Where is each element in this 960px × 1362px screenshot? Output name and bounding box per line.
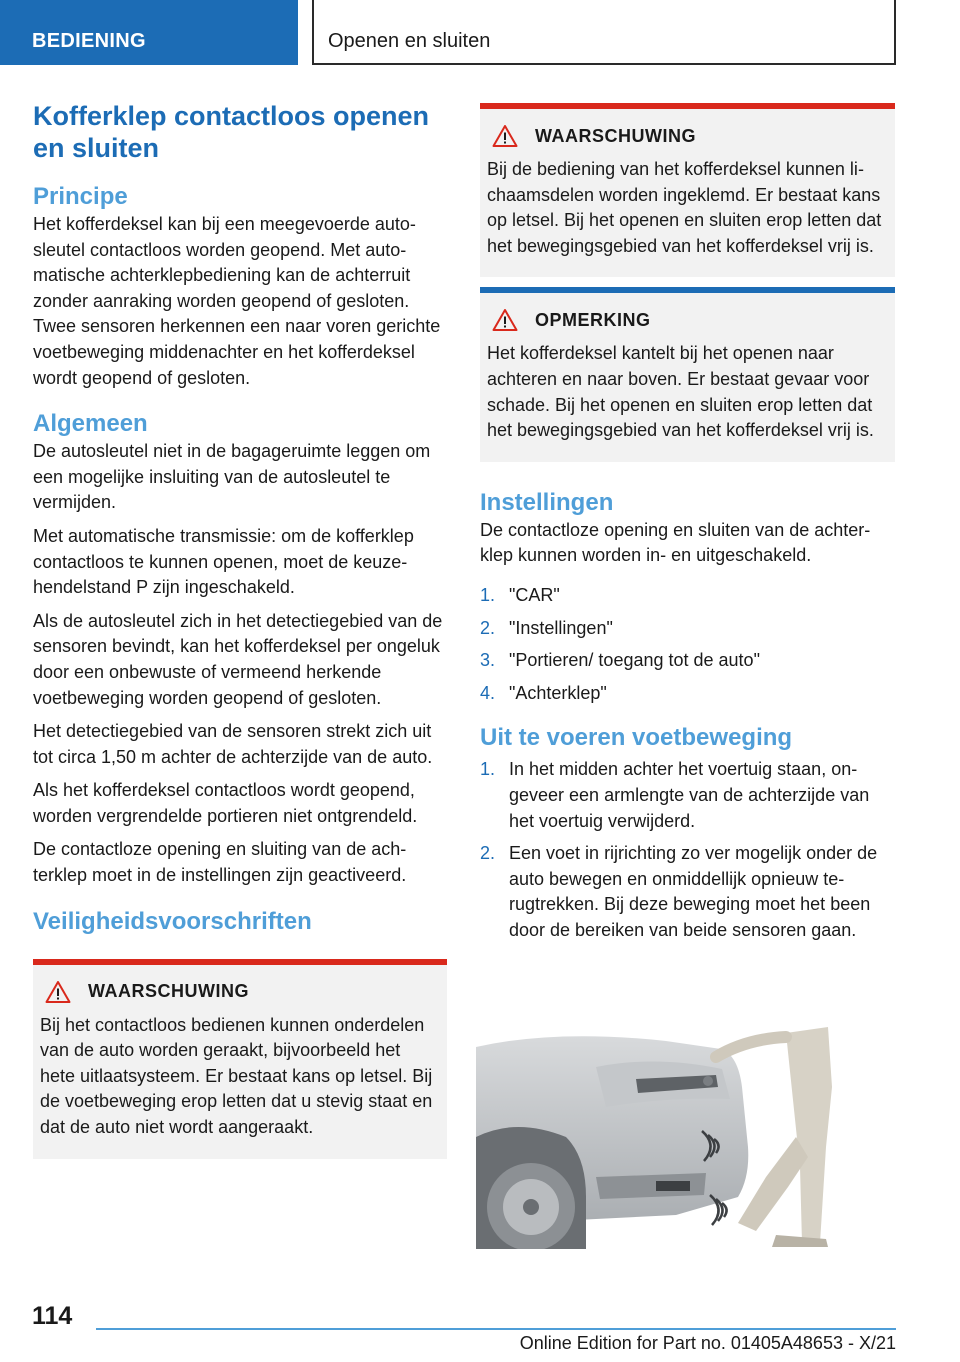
note-text: Het kofferdeksel kantelt bij het openen naar achteren en naar boven. Er bestaat gevaar voor schade. Bij het openen en sluiten erop letten dat het bewegingsgebied van het kofferdeksel vrij is. bbox=[487, 343, 874, 441]
warning-text: Bij de bediening van het kofferdeksel kunnen lichaamsdelen worden ingeklemd. Er bestaat kans op letsel. Bij het openen en sluiten erop letten dat het bewegingsgebied van het kofferdeksel vrij is. bbox=[487, 159, 882, 256]
list-item bbox=[480, 616, 895, 642]
settings-text: De contactloze opening en sluiten van de achterklep kunnen worden in- en uitgeschakeld. bbox=[480, 519, 871, 566]
edition-footer: Online Edition for Part no. 01405A48653 - X/21 bbox=[519, 1333, 896, 1353]
motion-heading: Uit te voeren voetbeweging bbox=[480, 724, 793, 752]
general-paragraph: De autosleutel niet in de bagageruimte leggen om een mogelijke insluiting van de autosleutel te vermijden. bbox=[33, 441, 431, 513]
step-number: 2. bbox=[480, 843, 496, 864]
chapter-title: Openen en sluiten bbox=[312, 0, 896, 65]
list-item bbox=[480, 841, 895, 943]
principle-heading: Principe bbox=[33, 183, 128, 210]
left-column bbox=[33, 100, 447, 1159]
settings-steps bbox=[480, 583, 895, 706]
general-paragraph: Als het kofferdeksel contactloos wordt geopend, worden vergrendelde portieren niet ontgrendeld. bbox=[33, 780, 418, 826]
step-text: In het midden achter het voertuig staan, ongeveer een armlengte van de achterzijde van het voertuig verwijderd. bbox=[509, 759, 870, 831]
step-text: "Instellingen" bbox=[509, 617, 613, 638]
warning-triangle-icon bbox=[45, 980, 71, 1004]
settings-heading: Instellingen bbox=[480, 488, 614, 516]
page-number: 114 bbox=[32, 1302, 73, 1330]
note-box bbox=[480, 287, 895, 461]
list-item bbox=[480, 681, 895, 707]
general-paragraph: Als de autosleutel zich in het detectiegebied van de sensoren bevindt, kan het kofferdeksel per ongeluk door een onbewuste of vermeend herkende voetbeweging worden geopend of gesloten. bbox=[33, 610, 443, 708]
list-item bbox=[480, 648, 895, 674]
list-item bbox=[480, 757, 895, 834]
general-paragraph: De contactloze opening en sluiting van de achterklep moet in de instellingen zijn geactiveerd. bbox=[33, 839, 407, 886]
step-number: 4. bbox=[480, 682, 496, 703]
notice-triangle-icon bbox=[492, 308, 518, 332]
step-text: "CAR" bbox=[509, 584, 560, 605]
foot-gesture-illustration bbox=[476, 1027, 896, 1249]
warning-text: Bij het contactloos bedienen kunnen onderdelen van de auto worden geraakt, bijvoorbeeld het hete uitlaatsysteem. Er bestaat kans op letsel. Bij de voetbeweging erop letten dat u stevig staat en dat de auto niet wordt aangeraakt. bbox=[40, 1014, 433, 1138]
warning-title: WAARSCHUWING bbox=[535, 125, 696, 146]
general-heading: Algemeen bbox=[33, 410, 148, 438]
general-paragraph: Het detectiegebied van de sensoren strekt zich uit tot circa 1,50 m achter de achterzijde van de auto. bbox=[33, 721, 433, 767]
warning-box bbox=[480, 103, 895, 277]
motion-steps bbox=[480, 757, 895, 943]
step-number: 1. bbox=[480, 759, 496, 780]
warning-box bbox=[33, 959, 447, 1159]
step-text: Een voet in rijrichting zo ver mogelijk onder de auto bewegen en onmiddellijk opnieuw terugtrekken. Bij deze beweging moet het been door de bereiken van beide sensoren gaan. bbox=[509, 843, 878, 940]
warning-triangle-icon bbox=[492, 124, 518, 148]
step-number: 2. bbox=[480, 617, 496, 638]
safety-heading: Veiligheidsvoorschriften bbox=[33, 907, 312, 935]
note-title: OPMERKING bbox=[535, 309, 651, 330]
page-title: Kofferklep contactloos openen en sluiten bbox=[33, 101, 430, 163]
list-item bbox=[480, 583, 895, 609]
general-paragraph: Met automatische transmissie: om de kofferklep contactloos te kunnen openen, moet de keuzehendelstand P zijn ingeschakeld. bbox=[33, 525, 414, 598]
step-text: "Achterklep" bbox=[509, 682, 607, 703]
right-column bbox=[480, 103, 895, 950]
step-number: 1. bbox=[480, 584, 496, 605]
principle-text: Het kofferdeksel kan bij een meegevoerde autosleutel contactloos worden geopend. Met automatische achterklepbediening kan de achterruit zonder aanraking worden geopend of gesloten. Twee sensoren herkennen een naar voren gerichte voetbeweging middenachter en het kofferdeksel wordt geopend of gesloten. bbox=[33, 214, 441, 388]
step-text: "Portieren/ toegang tot de auto" bbox=[509, 650, 760, 671]
warning-title: WAARSCHUWING bbox=[88, 981, 249, 1002]
section-tab: BEDIENING bbox=[0, 0, 298, 65]
step-number: 3. bbox=[480, 650, 496, 671]
